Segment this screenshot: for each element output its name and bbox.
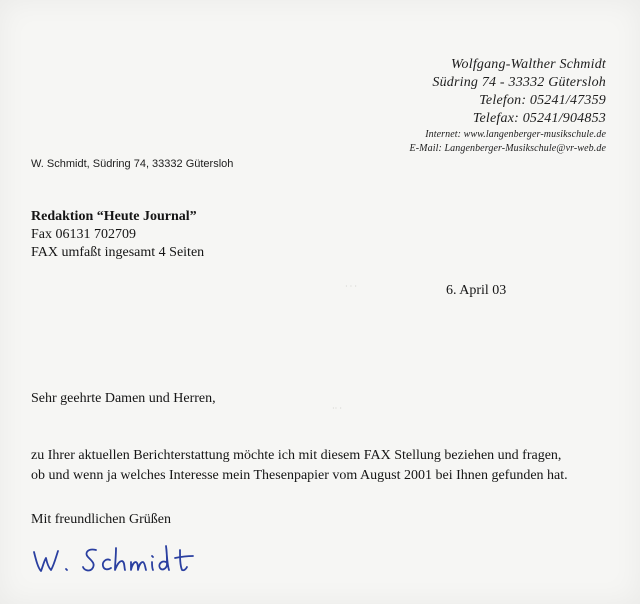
- handwritten-signature: [30, 540, 200, 585]
- bleed-through-mark: ·· ·: [332, 404, 342, 413]
- page-count-note: FAX umfaßt ingesamt 4 Seiten: [31, 245, 205, 260]
- letter-date: 6. April 03: [446, 283, 507, 298]
- recipient-block: [31, 208, 204, 262]
- sender-letterhead: [410, 56, 606, 156]
- recipient-fax: Fax 06131 702709: [31, 227, 136, 242]
- sender-name: Wolfgang-Walther Schmidt: [450, 57, 606, 72]
- closing: Mit freundlichen Grüßen: [31, 512, 171, 527]
- sender-street: Südring 74 - 33332 Gütersloh: [432, 75, 606, 90]
- body-line: ob und wenn ja welches Interesse mein Thesenpapier vom August 2001 bei Ihnen gefunden hat.: [31, 468, 568, 483]
- sender-fax: Telefax: 05241/904853: [472, 111, 606, 126]
- sender-email: E-Mail: Langenberger-Musikschule@vr-web.de: [409, 143, 606, 154]
- return-address: W. Schmidt, Südring 74, 33332 Gütersloh: [31, 158, 234, 170]
- bleed-through-mark: · · ·: [345, 282, 357, 291]
- body-line: zu Ihrer aktuellen Berichterstattung möchte ich mit diesem FAX Stellung beziehen und fragen,: [31, 448, 562, 463]
- sender-phone: Telefon: 05241/47359: [479, 93, 606, 108]
- recipient-name: Redaktion “Heute Journal”: [31, 209, 197, 224]
- sender-internet: Internet: www.langenberger-musikschule.de: [425, 129, 606, 140]
- signature-drawing: [30, 540, 200, 580]
- letter-body: [31, 446, 621, 486]
- salutation: Sehr geehrte Damen und Herren,: [31, 391, 216, 406]
